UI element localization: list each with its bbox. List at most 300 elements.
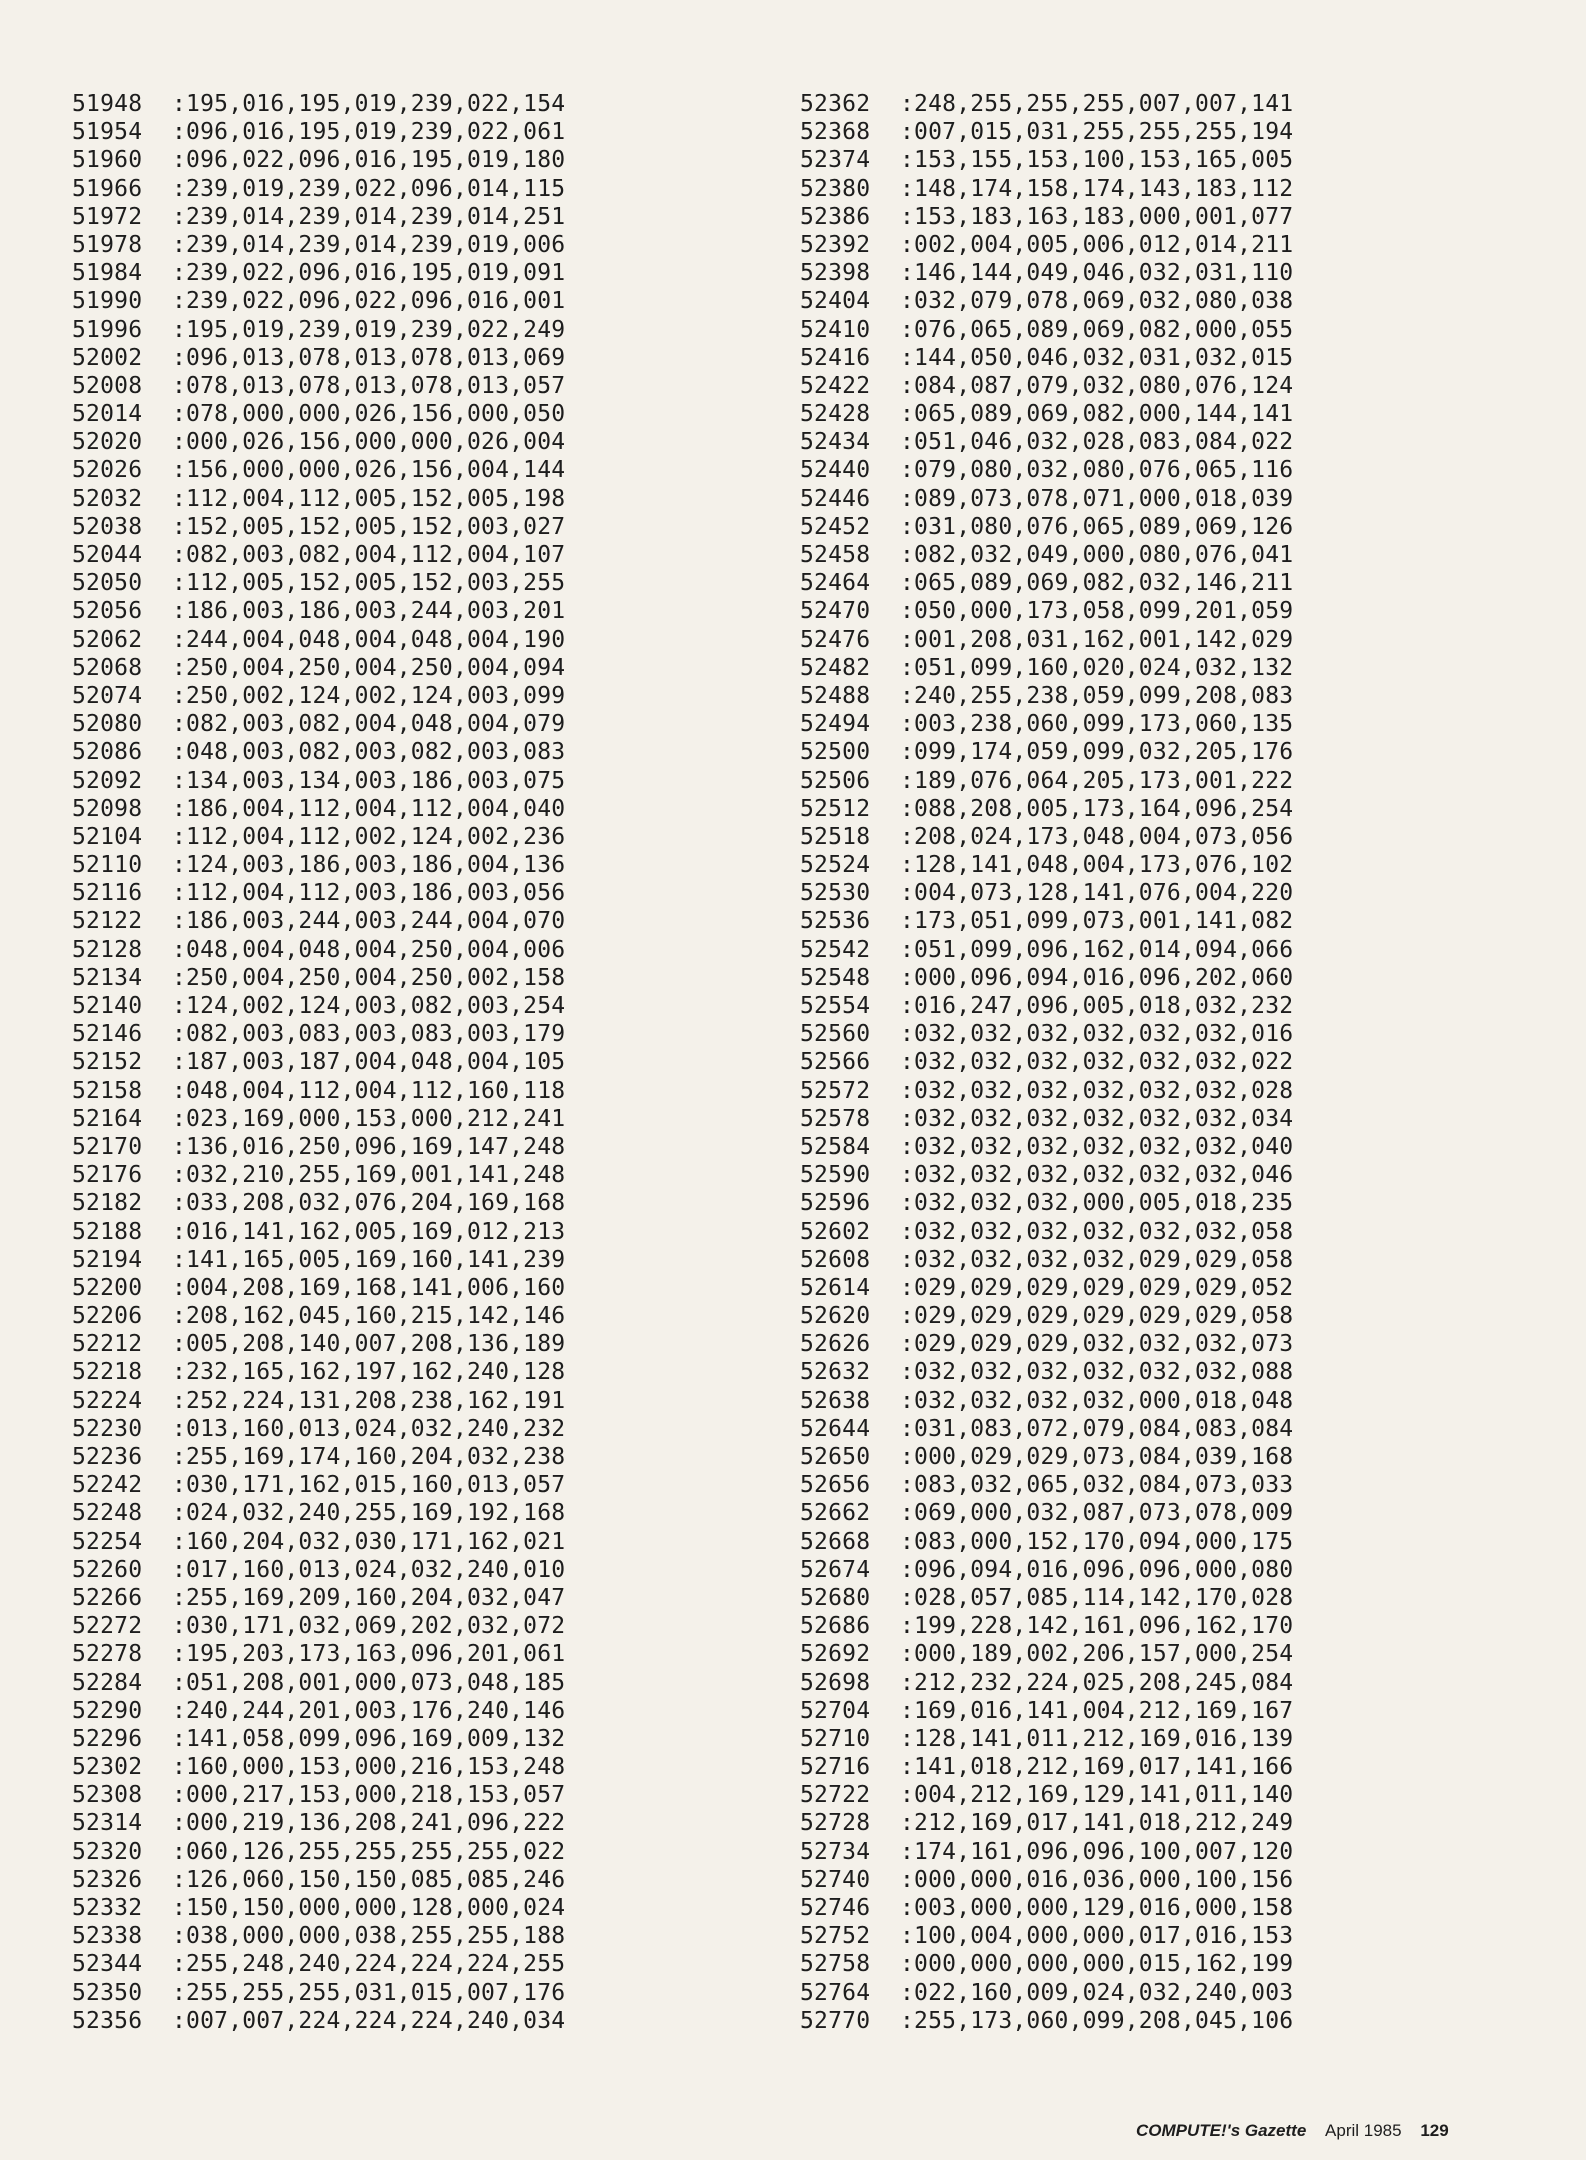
line-number: 52608 <box>800 1246 871 1273</box>
listing-row <box>800 1612 1293 1640</box>
listing-row <box>800 1584 1293 1612</box>
listing-row <box>72 1640 565 1668</box>
data-bytes: :078,000,000,026,156,000,050 <box>172 401 566 428</box>
line-number: 52410 <box>800 316 871 343</box>
data-bytes: :028,057,085,114,142,170,028 <box>900 1584 1294 1611</box>
data-bytes: :051,208,001,000,073,048,185 <box>172 1669 566 1696</box>
listing-row <box>72 1979 565 2007</box>
listing-row <box>72 626 565 654</box>
data-bytes: :152,005,152,005,152,003,027 <box>172 513 566 540</box>
line-number: 52314 <box>72 1810 143 1837</box>
line-number: 51990 <box>72 288 143 315</box>
data-bytes: :030,171,032,069,202,032,072 <box>172 1613 566 1640</box>
line-number: 52236 <box>72 1444 143 1470</box>
line-number: 52488 <box>800 682 871 709</box>
listing-row <box>800 428 1293 456</box>
line-number: 52398 <box>800 260 871 287</box>
data-bytes: :208,162,045,160,215,142,146 <box>172 1303 566 1330</box>
listing-row <box>800 118 1293 146</box>
listing-row <box>72 907 565 935</box>
line-number: 52128 <box>72 936 143 963</box>
listing-row <box>800 1415 1293 1443</box>
listing-row <box>72 1274 565 1302</box>
line-number: 52272 <box>72 1613 143 1640</box>
line-number: 52704 <box>800 1697 871 1724</box>
listing-row <box>800 90 1293 118</box>
line-number: 52662 <box>800 1500 871 1527</box>
listing-row <box>800 1246 1293 1274</box>
data-bytes: :000,096,094,016,096,202,060 <box>900 964 1294 991</box>
listing-row <box>72 992 565 1020</box>
listing-row <box>800 1556 1293 1584</box>
listing-row <box>72 316 565 344</box>
line-number: 52530 <box>800 880 871 907</box>
line-number: 52578 <box>800 1105 871 1132</box>
data-bytes: :134,003,134,003,186,003,075 <box>172 767 566 794</box>
listing-row <box>800 287 1293 315</box>
data-bytes: :051,099,160,020,024,032,132 <box>900 654 1294 681</box>
data-bytes: :048,004,112,004,112,160,118 <box>172 1077 566 1104</box>
data-bytes: :004,073,128,141,076,004,220 <box>900 880 1294 907</box>
line-number: 52350 <box>72 1979 143 2006</box>
data-bytes: :240,244,201,003,176,240,146 <box>172 1697 566 1724</box>
line-number: 52026 <box>72 457 143 484</box>
data-bytes: :084,087,079,032,080,076,124 <box>900 372 1294 399</box>
line-number: 52092 <box>72 767 143 794</box>
data-bytes: :000,217,153,000,218,153,057 <box>172 1782 566 1809</box>
line-number: 52344 <box>72 1951 143 1978</box>
data-bytes: :199,228,142,161,096,162,170 <box>900 1613 1294 1640</box>
line-number: 52206 <box>72 1303 143 1330</box>
data-bytes: :239,019,239,022,096,014,115 <box>172 175 566 202</box>
listing-row <box>800 344 1293 372</box>
data-bytes: :255,169,174,160,204,032,238 <box>172 1444 566 1470</box>
line-number: 52572 <box>800 1077 871 1104</box>
line-number: 52308 <box>72 1782 143 1809</box>
line-number: 52656 <box>800 1472 871 1499</box>
line-number: 52224 <box>72 1387 143 1414</box>
listing-row <box>72 1556 565 1584</box>
line-number: 52770 <box>800 2007 871 2034</box>
line-number: 52116 <box>72 880 143 907</box>
line-number: 52698 <box>800 1669 871 1696</box>
listing-row <box>800 1894 1293 1922</box>
data-bytes: :083,032,065,032,084,073,033 <box>900 1472 1294 1499</box>
line-number: 52416 <box>800 344 871 371</box>
data-bytes: :016,141,162,005,169,012,213 <box>172 1218 566 1245</box>
issue-date: April 1985 <box>1325 2121 1402 2140</box>
line-number: 52680 <box>800 1584 871 1611</box>
listing-row <box>72 541 565 569</box>
line-number: 52476 <box>800 626 871 653</box>
listing-row <box>800 513 1293 541</box>
listing-row <box>72 1077 565 1105</box>
data-bytes: :088,208,005,173,164,096,254 <box>900 795 1294 822</box>
data-bytes: :239,014,239,014,239,014,251 <box>172 203 566 230</box>
line-number: 52068 <box>72 654 143 681</box>
line-number: 52452 <box>800 513 871 540</box>
data-bytes: :032,032,032,032,029,029,058 <box>900 1246 1294 1273</box>
data-bytes: :124,003,186,003,186,004,136 <box>172 852 566 879</box>
data-bytes: :048,004,048,004,250,004,006 <box>172 936 566 963</box>
listing-row <box>800 738 1293 766</box>
listing-row <box>72 1387 565 1415</box>
listing-row <box>800 372 1293 400</box>
data-bytes: :032,079,078,069,032,080,038 <box>900 288 1294 315</box>
line-number: 52518 <box>800 823 871 850</box>
page-number: 129 <box>1420 2121 1449 2140</box>
data-bytes: :212,169,017,141,018,212,249 <box>900 1810 1294 1837</box>
line-number: 52254 <box>72 1528 143 1555</box>
line-number: 52644 <box>800 1415 871 1442</box>
listing-row <box>800 597 1293 625</box>
data-bytes: :156,000,000,026,156,004,144 <box>172 457 566 484</box>
listing-row <box>72 682 565 710</box>
listing-row <box>800 231 1293 259</box>
data-bytes: :186,003,186,003,244,003,201 <box>172 598 566 625</box>
data-bytes: :255,169,209,160,204,032,047 <box>172 1584 566 1611</box>
line-number: 52284 <box>72 1669 143 1696</box>
data-bytes: :195,203,173,163,096,201,061 <box>172 1641 566 1668</box>
line-number: 52470 <box>800 598 871 625</box>
line-number: 52650 <box>800 1444 871 1470</box>
line-number: 52356 <box>72 2007 143 2034</box>
line-number: 52338 <box>72 1923 143 1950</box>
listing-row <box>800 203 1293 231</box>
line-number: 52290 <box>72 1697 143 1724</box>
listing-row <box>72 597 565 625</box>
data-bytes: :252,224,131,208,238,162,191 <box>172 1387 566 1414</box>
data-bytes: :239,022,096,022,096,016,001 <box>172 288 566 315</box>
data-bytes: :030,171,162,015,160,013,057 <box>172 1472 566 1499</box>
line-number: 52668 <box>800 1528 871 1555</box>
listing-row <box>72 654 565 682</box>
listing-row <box>72 1415 565 1443</box>
data-bytes: :032,032,032,032,032,032,040 <box>900 1133 1294 1160</box>
line-number: 52512 <box>800 795 871 822</box>
data-bytes: :017,160,013,024,032,240,010 <box>172 1556 566 1583</box>
line-number: 52044 <box>72 542 143 568</box>
listing-row <box>800 1387 1293 1415</box>
line-number: 52740 <box>800 1866 871 1893</box>
data-bytes: :239,014,239,014,239,019,006 <box>172 231 566 258</box>
data-bytes: :212,232,224,025,208,245,084 <box>900 1669 1294 1696</box>
data-bytes: :150,150,000,000,128,000,024 <box>172 1895 566 1921</box>
line-number: 52020 <box>72 429 143 456</box>
listing-row <box>800 1640 1293 1668</box>
line-number: 52380 <box>800 175 871 202</box>
listing-row <box>72 1189 565 1217</box>
line-number: 52554 <box>800 993 871 1019</box>
line-number: 52734 <box>800 1838 871 1865</box>
data-bytes: :173,051,099,073,001,141,082 <box>900 908 1294 935</box>
line-number: 52458 <box>800 542 871 568</box>
listing-row <box>800 1189 1293 1217</box>
line-number: 52278 <box>72 1641 143 1668</box>
listing-row <box>72 851 565 879</box>
line-number: 51948 <box>72 91 143 117</box>
data-bytes: :169,016,141,004,212,169,167 <box>900 1697 1294 1724</box>
line-number: 52158 <box>72 1077 143 1104</box>
data-bytes: :141,058,099,096,169,009,132 <box>172 1725 566 1752</box>
line-number: 51984 <box>72 260 143 287</box>
data-bytes: :051,046,032,028,083,084,022 <box>900 429 1294 456</box>
data-bytes: :112,004,112,003,186,003,056 <box>172 880 566 907</box>
data-bytes: :001,208,031,162,001,142,029 <box>900 626 1294 653</box>
listing-row <box>800 907 1293 935</box>
listing-row <box>800 767 1293 795</box>
listing-row <box>800 259 1293 287</box>
listing-row <box>72 485 565 513</box>
line-number: 52710 <box>800 1725 871 1752</box>
listing-row <box>72 1443 565 1471</box>
listing-row <box>72 795 565 823</box>
data-bytes: :208,024,173,048,004,073,056 <box>900 823 1294 850</box>
data-bytes: :186,004,112,004,112,004,040 <box>172 795 566 822</box>
line-number: 52560 <box>800 1021 871 1048</box>
line-number: 52596 <box>800 1190 871 1217</box>
line-number: 52590 <box>800 1162 871 1189</box>
data-bytes: :082,003,082,004,048,004,079 <box>172 711 566 738</box>
listing-row <box>800 1218 1293 1246</box>
line-number: 52164 <box>72 1105 143 1132</box>
line-number: 51996 <box>72 316 143 343</box>
listing-row <box>72 1584 565 1612</box>
listing-row <box>800 1753 1293 1781</box>
listing-column-right <box>800 90 1293 2035</box>
listing-row <box>800 456 1293 484</box>
listing-row <box>72 231 565 259</box>
line-number: 52548 <box>800 964 871 991</box>
data-bytes: :004,212,169,129,141,011,140 <box>900 1782 1294 1809</box>
data-bytes: :078,013,078,013,078,013,057 <box>172 372 566 399</box>
line-number: 52104 <box>72 823 143 850</box>
data-bytes: :082,003,083,003,083,003,179 <box>172 1021 566 1048</box>
data-bytes: :050,000,173,058,099,201,059 <box>900 598 1294 625</box>
listing-row <box>72 1753 565 1781</box>
line-number: 52038 <box>72 513 143 540</box>
line-number: 52062 <box>72 626 143 653</box>
data-bytes: :255,255,255,031,015,007,176 <box>172 1979 566 2006</box>
line-number: 51966 <box>72 175 143 202</box>
line-number: 52404 <box>800 288 871 315</box>
listing-row <box>800 654 1293 682</box>
data-bytes: :153,155,153,100,153,165,005 <box>900 147 1294 174</box>
data-bytes: :032,210,255,169,001,141,248 <box>172 1162 566 1189</box>
listing-row <box>72 936 565 964</box>
data-bytes: :128,141,011,212,169,016,139 <box>900 1725 1294 1752</box>
data-bytes: :032,032,032,032,000,018,048 <box>900 1387 1294 1414</box>
listing-row <box>72 1838 565 1866</box>
line-number: 52200 <box>72 1274 143 1301</box>
listing-row <box>800 1358 1293 1386</box>
data-bytes: :031,080,076,065,089,069,126 <box>900 513 1294 540</box>
listing-row <box>72 823 565 851</box>
listing-row <box>72 1950 565 1978</box>
listing-row <box>72 2007 565 2035</box>
listing-row <box>800 1161 1293 1189</box>
line-number: 52320 <box>72 1838 143 1865</box>
listing-row <box>72 1725 565 1753</box>
data-bytes: :000,029,029,073,084,039,168 <box>900 1444 1294 1470</box>
data-bytes: :007,015,031,255,255,255,194 <box>900 119 1294 146</box>
line-number: 52566 <box>800 1049 871 1076</box>
data-bytes: :141,165,005,169,160,141,239 <box>172 1246 566 1273</box>
line-number: 52614 <box>800 1274 871 1301</box>
listing-row <box>800 1809 1293 1837</box>
page-footer <box>1136 2121 1449 2141</box>
listing-row <box>72 118 565 146</box>
listing-row <box>800 1105 1293 1133</box>
data-bytes: :089,073,078,071,000,018,039 <box>900 485 1294 512</box>
line-number: 52332 <box>72 1895 143 1921</box>
line-number: 52722 <box>800 1782 871 1809</box>
data-bytes: :144,050,046,032,031,032,015 <box>900 344 1294 371</box>
listing-row <box>800 1133 1293 1161</box>
line-number: 52134 <box>72 964 143 991</box>
listing-column-left <box>72 90 565 2035</box>
listing-row <box>72 1669 565 1697</box>
listing-row <box>72 1866 565 1894</box>
listing-row <box>800 626 1293 654</box>
listing-row <box>72 1246 565 1274</box>
data-bytes: :187,003,187,004,048,004,105 <box>172 1049 566 1076</box>
data-bytes: :239,022,096,016,195,019,091 <box>172 260 566 287</box>
listing-row <box>800 1528 1293 1556</box>
listing-row <box>72 146 565 174</box>
data-bytes: :112,005,152,005,152,003,255 <box>172 570 566 597</box>
listing-row <box>72 879 565 907</box>
line-number: 52248 <box>72 1500 143 1527</box>
listing-row <box>800 1922 1293 1950</box>
line-number: 51954 <box>72 119 143 146</box>
listing-row <box>72 456 565 484</box>
line-number: 52056 <box>72 598 143 625</box>
line-number: 52602 <box>800 1218 871 1245</box>
listing-row <box>72 1499 565 1527</box>
line-number: 52728 <box>800 1810 871 1837</box>
data-bytes: :112,004,112,005,152,005,198 <box>172 485 566 512</box>
data-bytes: :004,208,169,168,141,006,160 <box>172 1274 566 1301</box>
data-bytes: :255,173,060,099,208,045,106 <box>900 2007 1294 2034</box>
line-number: 52764 <box>800 1979 871 2006</box>
listing-row <box>800 2007 1293 2035</box>
listing-row <box>72 767 565 795</box>
line-number: 52080 <box>72 711 143 738</box>
data-bytes: :000,189,002,206,157,000,254 <box>900 1641 1294 1668</box>
line-number: 52122 <box>72 908 143 935</box>
line-number: 52140 <box>72 993 143 1019</box>
line-number: 52746 <box>800 1895 871 1921</box>
listing-row <box>800 1302 1293 1330</box>
data-bytes: :250,004,250,004,250,004,094 <box>172 654 566 681</box>
data-bytes: :112,004,112,002,124,002,236 <box>172 823 566 850</box>
listing-row <box>800 1725 1293 1753</box>
line-number: 52692 <box>800 1641 871 1668</box>
line-number: 52674 <box>800 1556 871 1583</box>
listing-row <box>800 710 1293 738</box>
listing-row <box>72 1471 565 1499</box>
listing-row <box>72 513 565 541</box>
line-number: 52110 <box>72 852 143 879</box>
line-number: 52626 <box>800 1331 871 1358</box>
listing-row <box>800 879 1293 907</box>
listing-row <box>800 569 1293 597</box>
line-number: 52434 <box>800 429 871 456</box>
data-bytes: :051,099,096,162,014,094,066 <box>900 936 1294 963</box>
data-bytes: :000,000,000,000,015,162,199 <box>900 1951 1294 1978</box>
data-bytes: :065,089,069,082,000,144,141 <box>900 401 1294 428</box>
listing-row <box>72 428 565 456</box>
data-bytes: :003,238,060,099,173,060,135 <box>900 711 1294 738</box>
data-bytes: :255,248,240,224,224,224,255 <box>172 1951 566 1978</box>
listing-row <box>72 400 565 428</box>
listing-row <box>72 1894 565 1922</box>
listing-row <box>800 485 1293 513</box>
listing-row <box>800 1499 1293 1527</box>
line-number: 52446 <box>800 485 871 512</box>
line-number: 52584 <box>800 1133 871 1160</box>
line-number: 52182 <box>72 1190 143 1217</box>
line-number: 51960 <box>72 147 143 174</box>
line-number: 52032 <box>72 485 143 512</box>
line-number: 52296 <box>72 1725 143 1752</box>
data-bytes: :232,165,162,197,162,240,128 <box>172 1359 566 1386</box>
data-bytes: :032,032,032,032,032,032,034 <box>900 1105 1294 1132</box>
line-number: 52542 <box>800 936 871 963</box>
data-bytes: :032,032,032,032,032,032,028 <box>900 1077 1294 1104</box>
line-number: 52428 <box>800 401 871 428</box>
line-number: 52638 <box>800 1387 871 1414</box>
listing-row <box>72 1105 565 1133</box>
data-bytes: :160,204,032,030,171,162,021 <box>172 1528 566 1555</box>
line-number: 52386 <box>800 203 871 230</box>
listing-row <box>800 1950 1293 1978</box>
data-bytes: :031,083,072,079,084,083,084 <box>900 1415 1294 1442</box>
listing-row <box>800 823 1293 851</box>
line-number: 52716 <box>800 1754 871 1781</box>
data-bytes: :148,174,158,174,143,183,112 <box>900 175 1294 202</box>
data-bytes: :022,160,009,024,032,240,003 <box>900 1979 1294 2006</box>
listing-row <box>800 1471 1293 1499</box>
line-number: 52218 <box>72 1359 143 1386</box>
line-number: 52392 <box>800 231 871 258</box>
listing-row <box>72 175 565 203</box>
data-bytes: :096,022,096,016,195,019,180 <box>172 147 566 174</box>
listing-row <box>72 1612 565 1640</box>
data-bytes: :000,026,156,000,000,026,004 <box>172 429 566 456</box>
listing-row <box>72 1302 565 1330</box>
data-bytes: :195,019,239,019,239,022,249 <box>172 316 566 343</box>
data-bytes: :096,016,195,019,239,022,061 <box>172 119 566 146</box>
data-bytes: :024,032,240,255,169,192,168 <box>172 1500 566 1527</box>
data-bytes: :076,065,089,069,082,000,055 <box>900 316 1294 343</box>
data-bytes: :160,000,153,000,216,153,248 <box>172 1754 566 1781</box>
data-bytes: :124,002,124,003,082,003,254 <box>172 993 566 1019</box>
listing-row <box>72 1133 565 1161</box>
listing-row <box>800 316 1293 344</box>
data-bytes: :128,141,048,004,173,076,102 <box>900 852 1294 879</box>
listing-row <box>800 936 1293 964</box>
data-bytes: :186,003,244,003,244,004,070 <box>172 908 566 935</box>
line-number: 52170 <box>72 1133 143 1160</box>
data-bytes: :002,004,005,006,012,014,211 <box>900 231 1294 258</box>
line-number: 52758 <box>800 1951 871 1978</box>
listing-row <box>72 259 565 287</box>
line-number: 52098 <box>72 795 143 822</box>
listing-row <box>800 1020 1293 1048</box>
listing-row <box>72 710 565 738</box>
